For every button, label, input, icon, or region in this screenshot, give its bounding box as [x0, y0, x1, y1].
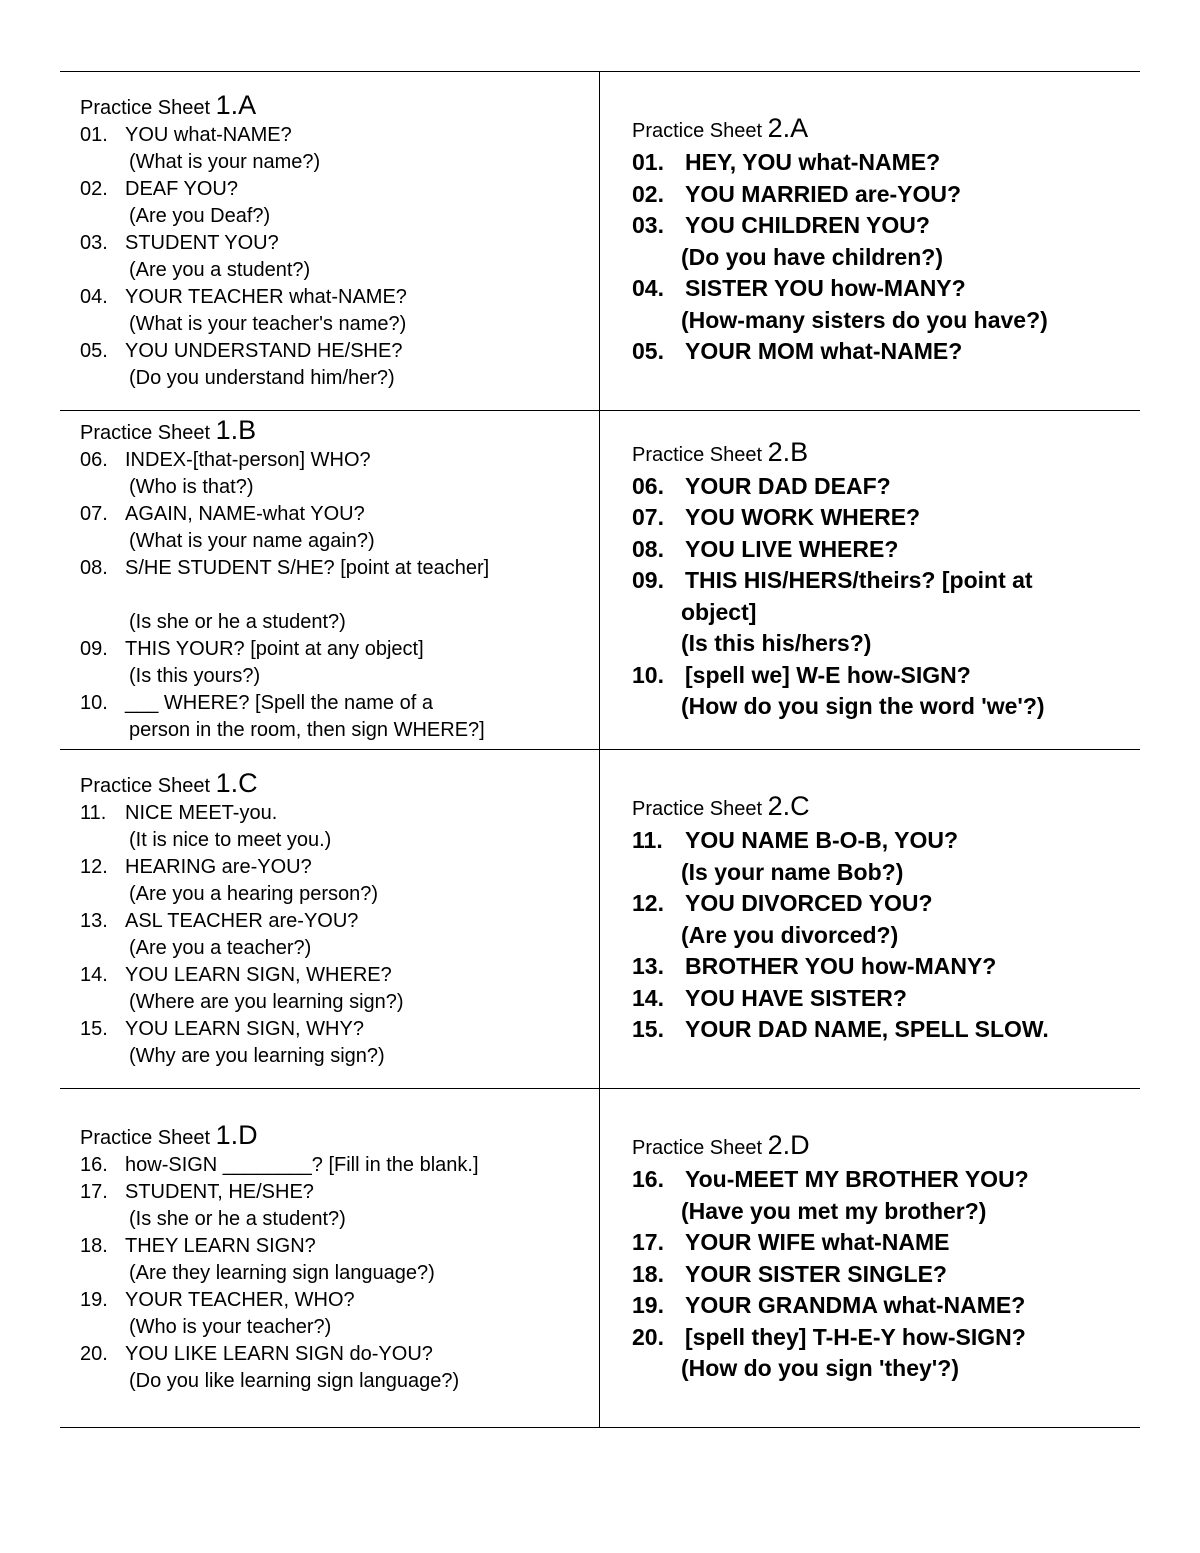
sheet-heading: Practice Sheet 1.B	[80, 415, 257, 445]
row-a	[60, 72, 1140, 411]
practice-sheet-table	[60, 71, 1140, 1428]
list-item: 02. DEAF YOU?	[80, 177, 238, 200]
translation: (Where are you learning sign?)	[129, 990, 404, 1013]
list-item: 03. STUDENT YOU?	[80, 231, 279, 254]
list-item: 18. YOUR SISTER SINGLE?	[632, 1260, 947, 1287]
translation: (Are you a teacher?)	[129, 936, 312, 959]
list-item: 10. [spell we] W-E how-SIGN?	[632, 661, 971, 688]
list-item: 06. INDEX-[that-person] WHO?	[80, 449, 371, 471]
row-d	[60, 1089, 1140, 1428]
list-item: 12. HEARING are-YOU?	[80, 855, 312, 878]
blank-line	[80, 582, 599, 609]
sheet-heading: Practice Sheet 2.B	[632, 436, 809, 467]
sheet-heading: Practice Sheet 2.C	[632, 791, 810, 822]
list-item: 14. YOU HAVE SISTER?	[632, 984, 907, 1011]
list-item: 05. YOU UNDERSTAND HE/SHE?	[80, 339, 403, 362]
list-item: 08. S/HE STUDENT S/HE? [point at teacher]	[80, 557, 490, 579]
list-item: 17. STUDENT, HE/SHE?	[80, 1181, 314, 1203]
list-item: 20. [spell they] T-H-E-Y how-SIGN?	[632, 1323, 1026, 1350]
translation: (How do you sign 'they'?)	[681, 1355, 959, 1382]
list-item: 09. THIS YOUR? [point at any object]	[80, 638, 424, 660]
list-item: 16. You-MEET MY BROTHER YOU?	[632, 1166, 1029, 1193]
translation: (Is she or he a student?)	[129, 611, 346, 633]
translation: (Is this his/hers?)	[681, 630, 872, 656]
list-item: 04. SISTER YOU how-MANY?	[632, 275, 966, 302]
translation: (How do you sign the word 'we'?)	[681, 693, 1045, 719]
translation: (Is this yours?)	[129, 665, 261, 687]
translation: (Who is your teacher?)	[129, 1316, 332, 1338]
practice-sheet-2c	[600, 750, 1140, 1088]
list-item: 07. YOU WORK WHERE?	[632, 504, 921, 530]
list-item: 01. YOU what-NAME?	[80, 123, 292, 146]
practice-sheet-1c	[60, 750, 600, 1088]
list-item: 20. YOU LIKE LEARN SIGN do-YOU?	[80, 1343, 433, 1365]
practice-sheet-2d	[600, 1089, 1140, 1427]
item-continuation: object]	[681, 598, 757, 625]
translation: (What is your name again?)	[129, 530, 375, 552]
list-item: 19. YOUR GRANDMA what-NAME?	[632, 1292, 1026, 1319]
list-item: 13. BROTHER YOU how-MANY?	[632, 953, 997, 980]
list-item: 09. THIS HIS/HERS/theirs? [point at	[632, 567, 1033, 593]
translation: (Is she or he a student?)	[129, 1208, 346, 1230]
row-c	[60, 750, 1140, 1089]
translation: (It is nice to meet you.)	[129, 828, 332, 851]
translation: (Have you met my brother?)	[681, 1197, 987, 1224]
practice-sheet-2a	[600, 72, 1140, 410]
row-b	[60, 411, 1140, 750]
list-item: 19. YOUR TEACHER, WHO?	[80, 1289, 355, 1311]
list-item: 15. YOU LEARN SIGN, WHY?	[80, 1017, 364, 1040]
list-item: 17. YOUR WIFE what-NAME	[632, 1229, 950, 1256]
list-item: 18. THEY LEARN SIGN?	[80, 1235, 316, 1257]
sheet-heading: Practice Sheet 2.A	[632, 113, 809, 144]
list-item: 10. ___ WHERE? [Spell the name of a	[80, 692, 433, 714]
translation: (Are you a student?)	[129, 258, 311, 281]
practice-sheet-2b	[600, 411, 1140, 749]
translation: (Are you Deaf?)	[129, 204, 271, 227]
list-item: 11. YOU NAME B-O-B, YOU?	[632, 827, 959, 854]
translation: (What is your teacher's name?)	[129, 312, 407, 335]
item-continuation: person in the room, then sign WHERE?]	[129, 719, 485, 741]
translation: (What is your name?)	[129, 150, 321, 173]
translation: (How-many sisters do you have?)	[681, 306, 1048, 333]
translation: (Who is that?)	[129, 476, 254, 498]
sheet-heading: Practice Sheet 2.D	[632, 1130, 810, 1161]
practice-sheet-1b	[60, 411, 600, 749]
translation: (Do you like learning sign language?)	[129, 1370, 460, 1392]
list-item: 16. how-SIGN ________? [Fill in the blank.]	[80, 1154, 479, 1176]
practice-sheet-1d	[60, 1089, 600, 1427]
translation: (Are they learning sign language?)	[129, 1262, 435, 1284]
list-item: 08. YOU LIVE WHERE?	[632, 535, 899, 562]
list-item: 06. YOUR DAD DEAF?	[632, 472, 891, 499]
list-item: 05. YOUR MOM what-NAME?	[632, 338, 963, 365]
translation: (Do you have children?)	[681, 243, 943, 270]
list-item: 15. YOUR DAD NAME, SPELL SLOW.	[632, 1016, 1049, 1043]
list-item: 04. YOUR TEACHER what-NAME?	[80, 285, 407, 308]
list-item: 11. NICE MEET-you.	[80, 801, 278, 824]
translation: (Do you understand him/her?)	[129, 366, 395, 389]
translation: (Is your name Bob?)	[681, 858, 904, 885]
sheet-heading: Practice Sheet 1.D	[80, 1120, 258, 1150]
list-item: 14. YOU LEARN SIGN, WHERE?	[80, 963, 392, 986]
practice-sheet-1a	[60, 72, 600, 410]
list-item: 12. YOU DIVORCED YOU?	[632, 890, 933, 917]
list-item: 01. HEY, YOU what-NAME?	[632, 149, 941, 176]
sheet-heading: Practice Sheet 1.A	[80, 89, 257, 120]
list-item: 07. AGAIN, NAME-what YOU?	[80, 503, 365, 525]
sheet-heading: Practice Sheet 1.C	[80, 767, 258, 798]
list-item: 13. ASL TEACHER are-YOU?	[80, 909, 359, 932]
list-item: 03. YOU CHILDREN YOU?	[632, 212, 930, 239]
translation: (Are you a hearing person?)	[129, 882, 379, 905]
translation: (Why are you learning sign?)	[129, 1044, 385, 1067]
translation: (Are you divorced?)	[681, 921, 899, 948]
list-item: 02. YOU MARRIED are-YOU?	[632, 180, 962, 207]
